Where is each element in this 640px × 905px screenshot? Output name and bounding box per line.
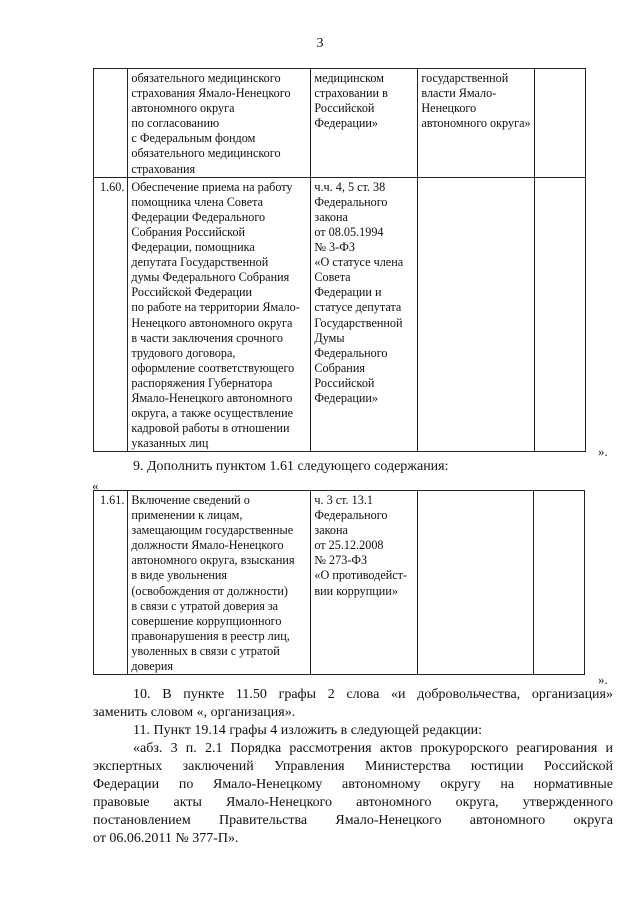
text-line: по согласованию	[131, 116, 220, 131]
text-line: указанных лиц	[131, 436, 209, 451]
text-line: № 3-ФЗ	[314, 240, 355, 255]
cell-measure	[128, 491, 311, 675]
text-line: трудового договора,	[131, 345, 236, 360]
item-11-quote-line: от 06.06.2011 № 377-П».	[93, 831, 239, 846]
text-line: автономного округа	[131, 101, 235, 116]
table-row	[94, 69, 586, 178]
text-line: от 25.12.2008	[314, 538, 384, 553]
text-line: Ямало-Ненецкого автономного	[131, 390, 293, 405]
cell-num	[94, 69, 128, 178]
text-line: власти Ямало-	[421, 86, 497, 101]
text-line: (освобождения от должности)	[131, 583, 288, 598]
text-line: Ненецкого автономного округа	[131, 315, 293, 330]
cell-basis	[311, 491, 418, 675]
text-line: Федерации»	[314, 116, 379, 131]
text-line: Федерации»	[314, 390, 379, 405]
item-10-line-1: 10. В пункте 11.50 графы 2 слова «и добровольчества, организация»	[133, 687, 613, 702]
text-line: совершение коррупционного	[131, 613, 282, 628]
text-line: государственной	[421, 71, 509, 85]
text-line: Ненецкого	[421, 101, 477, 116]
text-line: Федерального	[314, 194, 388, 209]
text-line: Включение сведений о	[131, 493, 250, 507]
cell-authority	[418, 69, 534, 178]
text-line: вии коррупции»	[314, 583, 398, 598]
text-line: Федерации Федерального	[131, 209, 266, 224]
text-line: страхования Ямало-Ненецкого	[131, 86, 291, 101]
text-line: Российской	[314, 101, 375, 116]
text-line: медицинском	[314, 71, 384, 85]
text-line: Федерации, помощника	[131, 240, 255, 255]
page-number: 3	[316, 36, 324, 51]
text-line: правонарушения в реестр лиц,	[131, 628, 290, 643]
measures-table-continued	[93, 68, 586, 452]
text-line: доверия	[131, 659, 173, 674]
text-line: округа, а также осуществление	[131, 406, 294, 421]
text-line: оформление соответствующего	[131, 360, 295, 375]
text-line: Обеспечение приема на работу	[131, 179, 293, 194]
cell-num: 1.60.	[94, 177, 128, 452]
cell-empty	[534, 491, 585, 675]
text-line: с Федеральным фондом	[131, 131, 256, 146]
text-line: Федерального	[314, 345, 388, 360]
text-line: в части заключения срочного	[131, 330, 283, 345]
cell-empty	[534, 69, 585, 178]
text-line: уволенных в связи с утратой	[131, 643, 280, 658]
table-row	[94, 177, 586, 452]
text-line: страховании в	[314, 86, 388, 101]
text-line: думы Федерального Собрания	[131, 270, 290, 285]
text-line: замещающим государственные	[131, 523, 294, 538]
text-line: закона	[314, 209, 348, 224]
cell-basis	[311, 69, 418, 178]
text-line: от 08.05.1994	[314, 224, 384, 239]
text-line: ч.ч. 4, 5 ст. 38	[314, 179, 386, 194]
item-11-quote-line: экспертных заключений Управления Министерства юстиции Российской	[93, 759, 613, 774]
text-line: распоряжения Губернатора	[131, 375, 273, 390]
text-line: Российской	[314, 375, 375, 390]
text-line: автономного округа»	[421, 116, 531, 131]
text-line: «О статусе члена	[314, 255, 404, 270]
text-line: кадровой работы в отношении	[131, 421, 290, 436]
text-line: должности Ямало-Ненецкого	[131, 538, 284, 553]
text-line: ч. 3 ст. 13.1	[314, 493, 373, 507]
text-line: помощника члена Совета	[131, 194, 263, 209]
cell-authority	[418, 491, 534, 675]
text-line: закона	[314, 523, 348, 538]
text-line: применении к лицам,	[131, 508, 243, 523]
item-9-text: 9. Дополнить пунктом 1.61 следующего содержания:	[133, 459, 449, 474]
text-line: обязательного медицинского	[131, 146, 281, 161]
text-line: Собрания Российской	[131, 224, 246, 239]
text-line: по работе на территории Ямало-	[131, 300, 300, 315]
closing-quote: ».	[598, 444, 608, 459]
cell-measure	[128, 69, 311, 178]
text-line: Российской Федерации	[131, 285, 253, 300]
text-line: Федерального	[314, 508, 388, 523]
text-line: Думы	[314, 330, 345, 345]
text-line: статусе депутата	[314, 300, 402, 315]
closing-quote: ».	[598, 672, 608, 687]
cell-authority	[418, 177, 534, 452]
text-line: Федерации и	[314, 285, 382, 300]
item-11-quote-line: постановлением Правительства Ямало-Ненецкого автономного округа	[93, 813, 613, 828]
opening-quote: «	[92, 478, 99, 493]
text-line: Совета	[314, 270, 351, 285]
cell-empty	[534, 177, 585, 452]
item-10-line-2: заменить словом «, организация».	[93, 705, 296, 720]
item-11-text: 11. Пункт 19.14 графы 4 изложить в следующей редакции:	[133, 723, 483, 738]
text-line: Собрания	[314, 360, 365, 375]
cell-num: 1.61.	[94, 491, 128, 675]
item-11-quote-line: Федерации по Ямало-Ненецкому автономному округу на нормативные	[93, 777, 613, 792]
text-line: в связи с утратой доверия за	[131, 598, 279, 613]
text-line: обязательного медицинского	[131, 71, 281, 85]
measures-table-new-item	[93, 490, 585, 675]
table-row	[94, 491, 585, 675]
text-line: «О противодейст-	[314, 568, 408, 583]
text-line: депутата Государственной	[131, 255, 269, 270]
item-11-quote-line: правовые акты Ямало-Ненецкого автономного округа, утвержденного	[93, 795, 613, 810]
cell-basis	[311, 177, 418, 452]
item-11-quote-line: «абз. 3 п. 2.1 Порядка рассмотрения актов прокурорского реагирования и	[133, 741, 613, 756]
cell-measure	[128, 177, 311, 452]
text-line: Государственной	[314, 315, 403, 330]
text-line: в виде увольнения	[131, 568, 228, 583]
text-line: автономного округа, взыскания	[131, 553, 295, 568]
text-line: страхования	[131, 161, 196, 176]
text-line: № 273-ФЗ	[314, 553, 368, 568]
